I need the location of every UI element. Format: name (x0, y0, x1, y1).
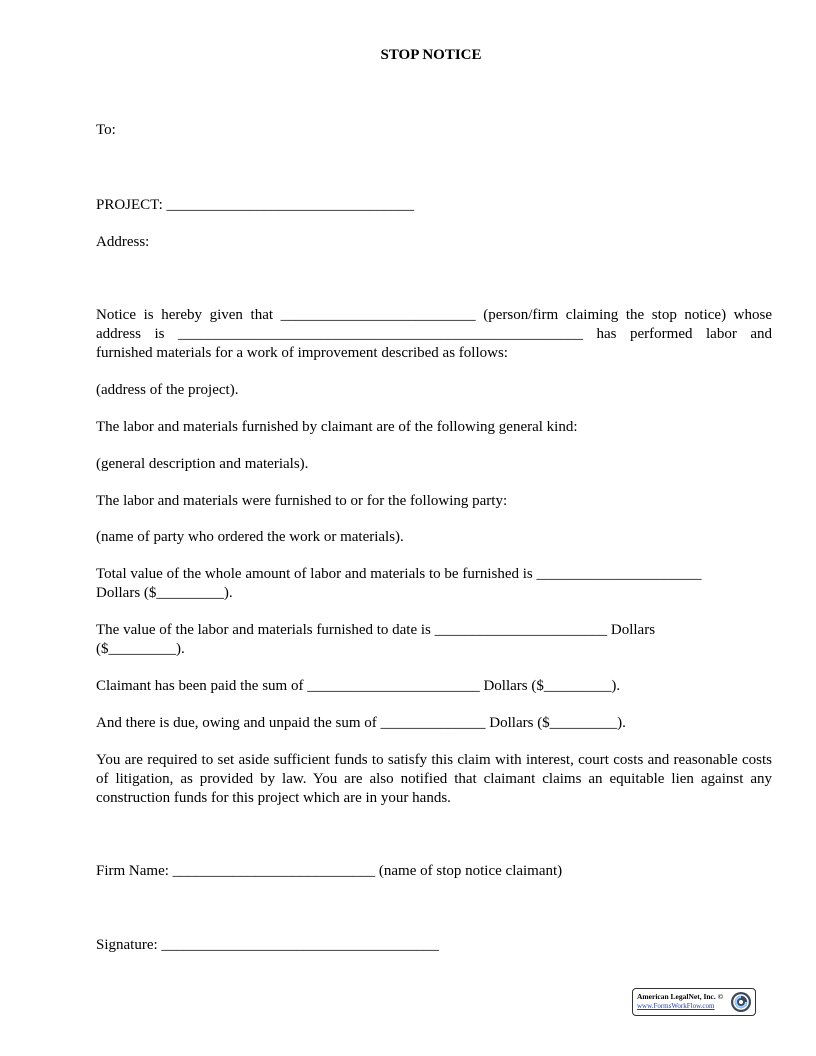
value-to-date-paragraph: The value of the labor and materials furnished to date is _______________________ Dollars ($_________). (96, 622, 656, 657)
signature-line: Signature: _____________________________________ (96, 937, 439, 953)
notice-paragraph: Notice is hereby given that __________________________ (person/firm claiming the stop notice) whose address is ______________________________________________________ has performed labor and furnished materials for a work of improvement described as follows: (96, 307, 772, 361)
set-aside-paragraph: You are required to set aside sufficient funds to satisfy this claim with interest, court costs and reasonable costs of litigation, as provided by law. You are also notified that claimant claims an equitable lien against any construction funds for this project which are in your hands. (96, 752, 772, 806)
due-sum-line: And there is due, owing and unpaid the sum of ______________ Dollars ($_________). (96, 715, 626, 731)
labor-kind-text: The labor and materials furnished by claimant are of the following general kind: (96, 419, 578, 435)
project-line: PROJECT: _________________________________ (96, 197, 415, 213)
publisher-link[interactable]: www.FormsWorkFlow.com (637, 1002, 715, 1010)
firm-name-line: Firm Name: ___________________________ (name of stop notice claimant) (96, 863, 563, 879)
paid-sum-line: Claimant has been paid the sum of _______________________ Dollars ($_________). (96, 678, 621, 694)
to-label: To: (96, 122, 116, 138)
address-label: Address: (96, 234, 150, 250)
project-address-note: (address of the project). (96, 382, 239, 398)
publisher-name: American LegalNet, Inc. © (637, 992, 724, 1001)
general-description-note: (general description and materials). (96, 456, 309, 472)
total-value-paragraph: Total value of the whole amount of labor and materials to be furnished is ______________________ Dollars ($_________). (96, 566, 702, 601)
party-name-note: (name of party who ordered the work or materials). (96, 529, 404, 545)
furnished-to-text: The labor and materials were furnished to or for the following party: (96, 493, 508, 509)
publisher-badge (632, 988, 756, 1016)
publisher-logo-icon (730, 991, 752, 1013)
page-title: STOP NOTICE (380, 47, 482, 63)
